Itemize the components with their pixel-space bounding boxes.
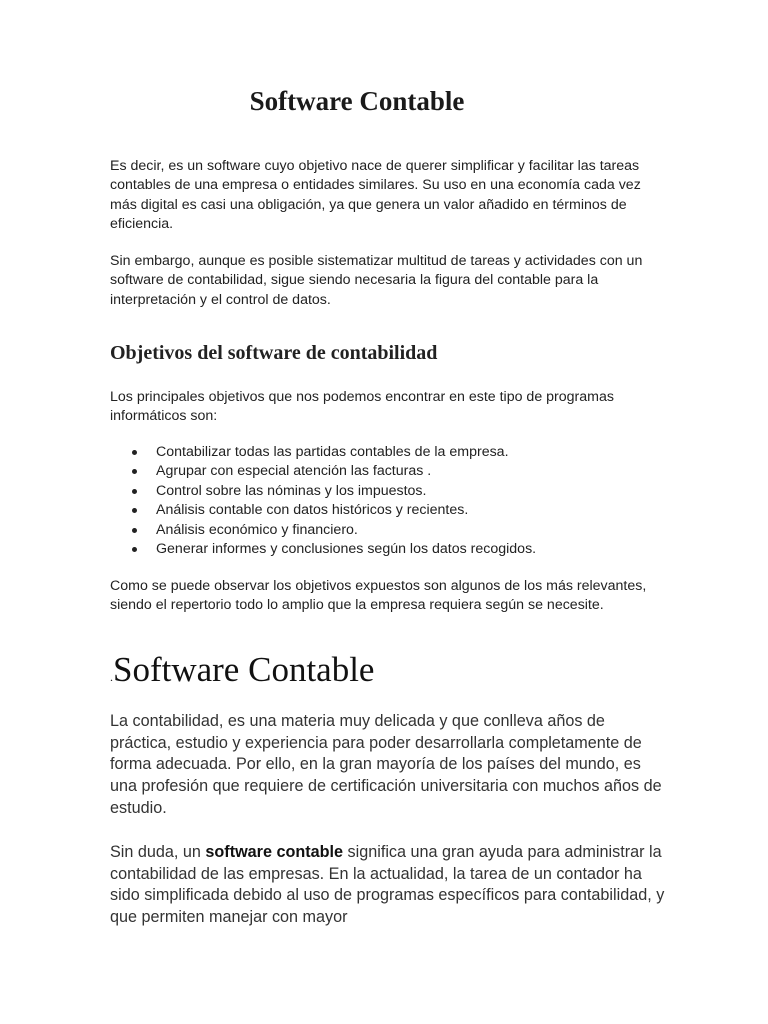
objectives-list (110, 443, 665, 559)
software-help-prefix: Sin duda, un (110, 843, 206, 861)
bullet-icon (132, 489, 137, 494)
list-item (110, 482, 665, 501)
section-title-text: Software Contable (113, 650, 375, 689)
objectives-conclusion-paragraph: Como se puede observar los objetivos expuestos son algunos de los más relevantes, siendo el repertorio todo lo amplio que la empresa requiera según se necesite. (110, 578, 647, 614)
list-item (110, 443, 665, 462)
list-item-text: Contabilizar todas las partidas contables de la empresa. (156, 444, 509, 460)
bullet-icon (132, 469, 137, 474)
list-item-text: Análisis contable con datos históricos y recientes. (156, 502, 469, 519)
objectives-heading: Objetivos del software de contabilidad (110, 342, 438, 364)
bullet-icon (132, 528, 137, 533)
list-item (110, 501, 665, 520)
document-title: Software Contable (249, 86, 465, 116)
software-help-bold: software contable (205, 843, 344, 861)
list-item-text: Generar informes y conclusiones según los datos recogidos. (156, 541, 537, 558)
intro-paragraph: Es decir, es un software cuyo objetivo nace de querer simplificar y facilitar las tareas contables de una empresa o entidades similares. Su uso en una economía cada vez más digital es casi una obligación, ya que genera un valor añadido en términos de eficiencia. (110, 158, 641, 233)
list-item-text: Control sobre las nóminas y los impuestos. (156, 482, 427, 499)
bullet-icon (132, 547, 137, 552)
software-help-suffix: significa una gran ayuda para administrar la contabilidad de las empresas. En la actualidad, la tarea de un contador ha sido simplificada debido al uso de programas específicos para contabilidad, y que permiten manejar con mayor (110, 843, 665, 927)
list-item-text: Agrupar con especial atención las facturas . (156, 463, 432, 480)
list-item (110, 462, 665, 481)
bullet-icon (132, 508, 137, 513)
second-paragraph: Sin embargo, aunque es posible sistematizar multitud de tareas y actividades con un software de contabilidad, sigue siendo necesaria la figura del contable para la interpretación y el control de datos. (110, 253, 643, 308)
section-title-dot: . (110, 670, 113, 684)
list-item (110, 521, 665, 540)
section-title (110, 650, 374, 690)
bullet-icon (132, 450, 137, 455)
accounting-paragraph: La contabilidad, es una materia muy delicada y que conlleva años de práctica, estudio y experiencia para poder desarrollarla completamente de forma adecuada. Por ello, en la gran mayoría de los países del mundo, es una profesión que requiere de certificación universitaria con muchos años de estudio. (110, 712, 662, 817)
list-item-text: Análisis económico y financiero. (156, 521, 358, 538)
objectives-intro-paragraph: Los principales objetivos que nos podemos encontrar en este tipo de programas informáticos son: (110, 389, 614, 425)
list-item (110, 540, 665, 559)
software-help-paragraph (110, 842, 670, 929)
